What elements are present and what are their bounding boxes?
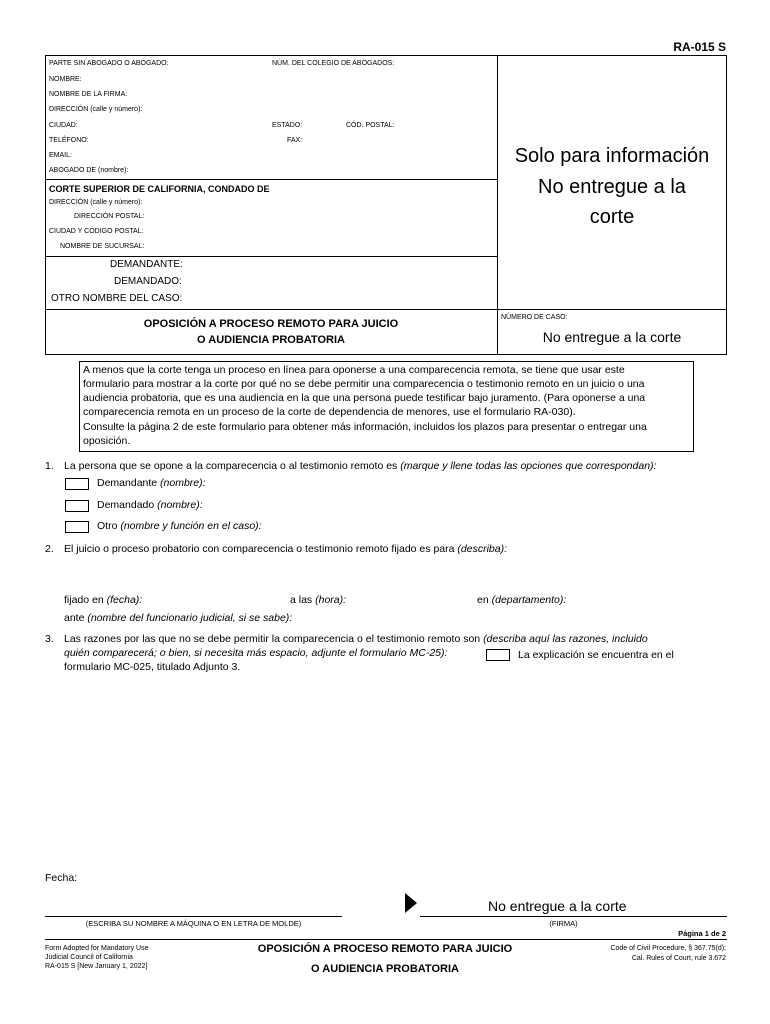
other-case-name-label: OTRO NOMBRE DEL CASO: [51, 293, 183, 304]
parties-title-separator [45, 309, 727, 310]
footer-title-line2: O AUDIENCIA PROBATORIA [311, 963, 459, 975]
fax-label: FAX: [287, 137, 303, 144]
zip-label: CÓD. POSTAL: [346, 122, 395, 129]
case-number-label: NÚMERO DE CASO: [501, 314, 568, 321]
signature-stamp: No entregue a la corte [488, 898, 627, 914]
defendant-option-label: Demandado [97, 499, 155, 511]
item2-hint: (describa): [457, 543, 507, 555]
footer-rule [45, 939, 727, 940]
footer-title-line1: OPOSICIÓN A PROCESO REMOTO PARA JUICIO [257, 943, 513, 955]
city-label: CIUDAD: [49, 122, 78, 129]
firm-name-label: NOMBRE DE LA FIRMA: [49, 91, 128, 98]
plaintiff-label: DEMANDANTE: [110, 259, 183, 270]
name-line [45, 916, 342, 917]
instructions-line1: A menos que la corte tenga un proceso en línea para oponerse a una comparecencia remota, se tiene que usar este [83, 364, 625, 376]
item3-text-main: Las razones por las que no se debe permitir la comparecencia o el testimonio remoto son [64, 633, 481, 645]
plaintiff-option-label: Demandante [97, 477, 158, 489]
header-divider [497, 55, 498, 355]
plaintiff-option [97, 477, 206, 489]
header-frame [45, 55, 727, 355]
footer-right-line1: Code of Civil Procedure, § 367.75(d); [610, 945, 726, 952]
instructions-line5: Consulte la página 2 de este formulario para obtener más información, incluidos los plazos para presentar o entregar una [83, 421, 647, 433]
signature-arrow-icon [405, 893, 417, 913]
plaintiff-option-hint: (nombre): [160, 477, 206, 489]
phone-label: TELÉFONO: [49, 137, 89, 144]
time-label: a las [290, 594, 313, 606]
item3-text [64, 633, 648, 645]
date-field-label [64, 594, 142, 606]
address-label: DIRECCIÓN (calle y número): [49, 106, 143, 113]
state-label: ESTADO: [272, 122, 303, 129]
attachment-checkbox[interactable] [486, 649, 510, 661]
name-caption: (ESCRIBA SU NOMBRE A MÁQUINA O EN LETRA DE MOLDE) [85, 919, 302, 928]
item1-text-main: La persona que se opone a la comparecencia o al testimonio remoto es [64, 460, 398, 472]
defendant-label: DEMANDADO: [114, 276, 182, 287]
party-label: PARTE SIN ABOGADO O ABOGADO: [49, 60, 169, 67]
attorney-court-separator [45, 179, 497, 180]
time-hint: (hora): [315, 594, 347, 606]
city-zip-label: CIUDAD Y CÓDIGO POSTAL: [49, 228, 144, 235]
dept-hint: (departamento): [491, 594, 567, 606]
bar-number-label: NÚM. DEL COLEGIO DE ABOGADOS: [272, 60, 395, 67]
page-number: Página 1 de 2 [678, 929, 726, 938]
instructions-line3: audiencia probatoria, que es una audiencia en la que una persona puede testificar bajo juramento. (Para oponerse a una [83, 392, 646, 404]
email-label: EMAIL: [49, 152, 72, 159]
attorney-for-label: ABOGADO DE (nombre): [49, 167, 129, 174]
mailing-address-label: DIRECCIÓN POSTAL: [74, 213, 145, 220]
time-field-label [290, 594, 346, 606]
other-checkbox[interactable] [65, 521, 89, 533]
attachment-label: La explicación se encuentra en el [518, 649, 674, 661]
plaintiff-checkbox[interactable] [65, 478, 89, 490]
instructions-line4: comparecencia remota en un proceso de la corte de dependencia de menores, use el formulario RA-030). [83, 406, 576, 418]
signature-line [420, 916, 727, 917]
footer-left-line3: RA-015 S [New January 1, 2022] [45, 963, 148, 970]
defendant-option-hint: (nombre): [157, 499, 203, 511]
item2-text [64, 543, 507, 555]
before-label: ante [64, 612, 85, 624]
date-hint: (fecha): [106, 594, 143, 606]
defendant-option [97, 499, 203, 511]
judicial-officer-field-label [64, 612, 292, 624]
form-title-line1: OPOSICIÓN A PROCESO REMOTO PARA JUICIO [143, 318, 399, 330]
form-title-line2: O AUDIENCIA PROBATORIA [197, 334, 345, 346]
footer-right-line2: Cal. Rules of Court, rule 3.672 [631, 955, 726, 962]
item2-number: 2. [45, 543, 54, 555]
before-hint: (nombre del funcionario judicial, si se sabe): [87, 612, 293, 624]
other-option [97, 520, 262, 532]
footer-left-line1: Form Adopted for Mandatory Use [45, 945, 149, 952]
branch-name-label: NOMBRE DE SUCURSAL: [60, 243, 145, 250]
court-title: CORTE SUPERIOR DE CALIFORNIA, CONDADO DE [49, 184, 270, 194]
court-address-label: DIRECCIÓN (calle y número): [49, 199, 143, 206]
item3-hint1: (describa aquí las razones, incluido [483, 633, 648, 645]
item3-number: 3. [45, 633, 54, 645]
attachment-label-line2: formulario MC-025, titulado Adjunto 3. [64, 661, 241, 673]
other-option-label: Otro [97, 520, 118, 532]
defendant-checkbox[interactable] [65, 500, 89, 512]
form-id: RA-015 S [673, 40, 726, 54]
item2-text-main: El juicio o proceso probatorio con comparecencia o testimonio remoto fijado es para [64, 543, 455, 555]
court-parties-separator [45, 256, 497, 257]
other-option-hint: (nombre y función en el caso): [120, 520, 262, 532]
date-label: fijado en [64, 594, 104, 606]
signature-caption: (FIRMA) [549, 919, 578, 928]
case-number-stamp: No entregue a la corte [542, 329, 682, 345]
info-stamp-line3: corte [589, 206, 635, 228]
dept-label: en [477, 594, 489, 606]
instructions-line2: formulario para mostrar a la corte por qué no se debe permitir una comparecencia o testimonio remoto en un juicio o una [83, 378, 645, 390]
date-signature-label: Fecha: [45, 872, 78, 884]
dept-field-label [477, 594, 566, 606]
info-stamp-line1: Solo para información [514, 145, 710, 167]
footer-left-line2: Judicial Council of California [45, 954, 133, 961]
name-label: NOMBRE: [49, 76, 82, 83]
item3-hint2: quién comparecerá; o bien, si necesita más espacio, adjunte el formulario MC-25): [64, 647, 448, 659]
instructions-line6: oposición. [83, 435, 131, 447]
item1-number: 1. [45, 460, 54, 472]
info-stamp-line2: No entregue a la [538, 176, 686, 198]
item1-hint: (marque y llene todas las opciones que correspondan): [400, 460, 657, 472]
item1-text [64, 460, 656, 472]
